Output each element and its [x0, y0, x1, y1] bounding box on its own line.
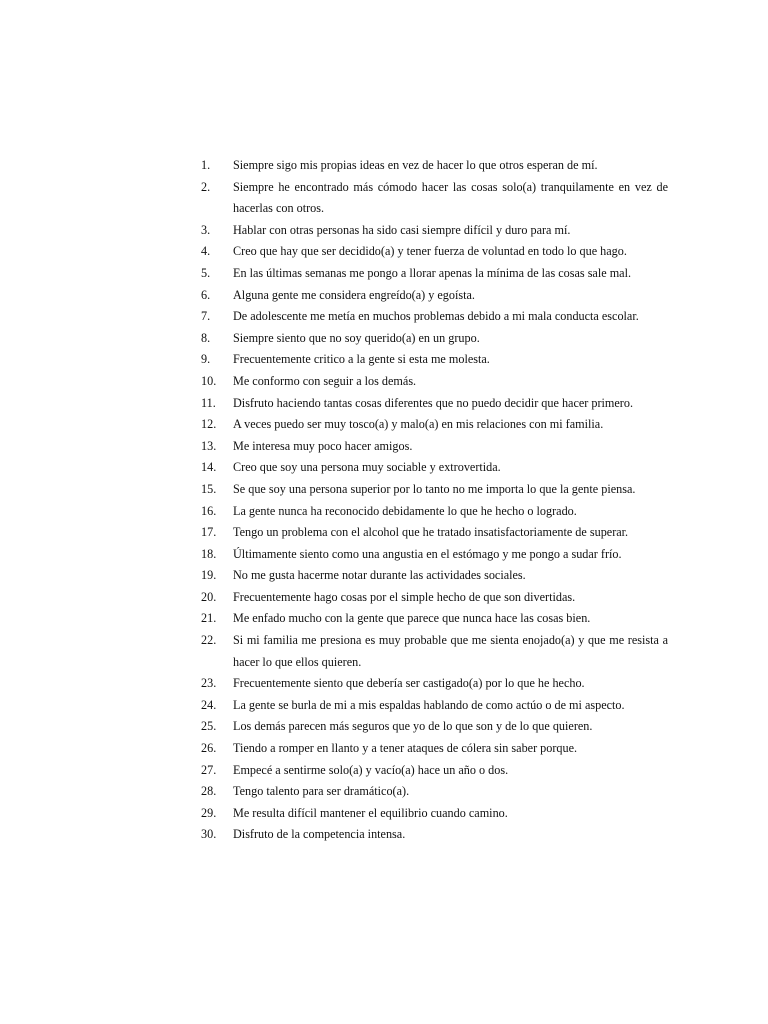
question-number: 3.	[201, 222, 211, 237]
question-number: 5.	[201, 265, 211, 280]
question-text: Disfruto de la competencia intensa.	[233, 827, 406, 842]
question-text: Frecuentemente critico a la gente si esta me molesta.	[233, 352, 490, 367]
question-text: Alguna gente me considera engreído(a) y egoísta.	[233, 287, 475, 302]
question-item	[201, 803, 668, 825]
question-number: 4.	[201, 244, 211, 259]
question-number: 19.	[201, 568, 217, 583]
question-text: En las últimas semanas me pongo a llorar apenas la mínima de las cosas sale mal.	[233, 265, 632, 280]
question-item	[201, 393, 668, 415]
question-text: Frecuentemente siento que debería ser castigado(a) por lo que he hecho.	[233, 676, 585, 691]
question-item	[201, 565, 668, 587]
question-number: 17.	[201, 525, 217, 540]
question-item	[201, 328, 668, 350]
question-text: Creo que hay que ser decidido(a) y tener fuerza de voluntad en todo lo que hago.	[233, 244, 627, 259]
question-item	[201, 220, 668, 242]
question-item	[201, 241, 668, 263]
question-item	[201, 501, 668, 523]
question-number: 18.	[201, 546, 217, 561]
question-text: Creo que soy una persona muy sociable y extrovertida.	[233, 460, 501, 475]
question-number: 28.	[201, 784, 217, 799]
question-number: 21.	[201, 611, 217, 626]
question-number: 20.	[201, 589, 217, 604]
question-text: Los demás parecen más seguros que yo de lo que son y de lo que quieren.	[233, 719, 593, 734]
question-text: La gente se burla de mi a mis espaldas hablando de como actúo o de mi aspecto.	[233, 697, 625, 712]
question-text: Siempre he encontrado más cómodo hacer las cosas solo(a) tranquilamente en vez de hacerlas con otros.	[233, 179, 668, 216]
question-item	[201, 630, 668, 673]
question-text: Me conformo con seguir a los demás.	[233, 373, 417, 388]
question-text: No me gusta hacerme notar durante las actividades sociales.	[233, 568, 526, 583]
question-number: 6.	[201, 287, 211, 302]
question-item	[201, 608, 668, 630]
question-number: 10.	[201, 373, 217, 388]
question-item	[201, 479, 668, 501]
question-item	[201, 824, 668, 846]
question-text: Frecuentemente hago cosas por el simple hecho de que son divertidas.	[233, 589, 576, 604]
question-item	[201, 716, 668, 738]
questionnaire-list	[201, 155, 668, 846]
question-item	[201, 544, 668, 566]
question-number: 2.	[201, 179, 211, 194]
question-item	[201, 738, 668, 760]
question-item	[201, 760, 668, 782]
question-item	[201, 263, 668, 285]
question-number: 24.	[201, 697, 217, 712]
question-item	[201, 414, 668, 436]
question-text: Tiendo a romper en llanto y a tener ataques de cólera sin saber porque.	[233, 741, 578, 756]
question-item	[201, 587, 668, 609]
question-text: De adolescente me metía en muchos problemas debido a mi mala conducta escolar.	[233, 309, 639, 324]
question-item	[201, 522, 668, 544]
question-item	[201, 695, 668, 717]
question-number: 16.	[201, 503, 217, 518]
question-text: Si mi familia me presiona es muy probable que me sienta enojado(a) y que me resista a hacer lo que ellos quieren.	[233, 633, 668, 669]
question-number: 26.	[201, 741, 217, 756]
question-number: 12.	[201, 417, 217, 432]
question-text: Me interesa muy poco hacer amigos.	[233, 438, 413, 453]
question-item	[201, 349, 668, 371]
question-number: 14.	[201, 460, 217, 475]
question-number: 30.	[201, 827, 217, 842]
question-item	[201, 781, 668, 803]
question-item	[201, 285, 668, 307]
question-number: 1.	[201, 158, 211, 172]
question-number: 8.	[201, 330, 211, 345]
question-text: La gente nunca ha reconocido debidamente lo que he hecho o logrado.	[233, 503, 577, 518]
question-item	[201, 436, 668, 458]
question-text: Se que soy una persona superior por lo tanto no me importa lo que la gente piensa.	[233, 481, 636, 496]
question-text: Empecé a sentirme solo(a) y vacío(a) hace un año o dos.	[233, 762, 509, 777]
question-item	[201, 177, 668, 220]
question-text: Tengo talento para ser dramático(a).	[233, 784, 410, 799]
question-text: Me enfado mucho con la gente que parece que nunca hace las cosas bien.	[233, 611, 591, 626]
question-number: 23.	[201, 676, 217, 691]
question-number: 25.	[201, 719, 217, 734]
question-item	[201, 457, 668, 479]
question-text: A veces puedo ser muy tosco(a) y malo(a) en mis relaciones con mi familia.	[233, 417, 604, 432]
question-text: Me resulta difícil mantener el equilibrio cuando camino.	[233, 805, 508, 820]
question-number: 15.	[201, 481, 217, 496]
question-number: 22.	[201, 633, 217, 648]
question-number: 13.	[201, 438, 217, 453]
question-item	[201, 673, 668, 695]
question-item	[201, 306, 668, 328]
question-number: 29.	[201, 805, 217, 820]
question-item	[201, 371, 668, 393]
question-text: Tengo un problema con el alcohol que he tratado insatisfactoriamente de superar.	[233, 525, 629, 540]
question-item	[201, 155, 668, 177]
question-number: 11.	[201, 395, 216, 410]
question-text: Últimamente siento como una angustia en el estómago y me pongo a sudar frío.	[233, 546, 622, 561]
question-text: Siempre siento que no soy querido(a) en un grupo.	[233, 330, 480, 345]
question-text: Siempre sigo mis propias ideas en vez de hacer lo que otros esperan de mí.	[233, 158, 598, 172]
question-text: Hablar con otras personas ha sido casi siempre difícil y duro para mí.	[233, 222, 571, 237]
question-text: Disfruto haciendo tantas cosas diferentes que no puedo decidir que hacer primero.	[233, 395, 634, 410]
question-number: 7.	[201, 309, 211, 324]
question-number: 9.	[201, 352, 211, 367]
question-number: 27.	[201, 762, 217, 777]
